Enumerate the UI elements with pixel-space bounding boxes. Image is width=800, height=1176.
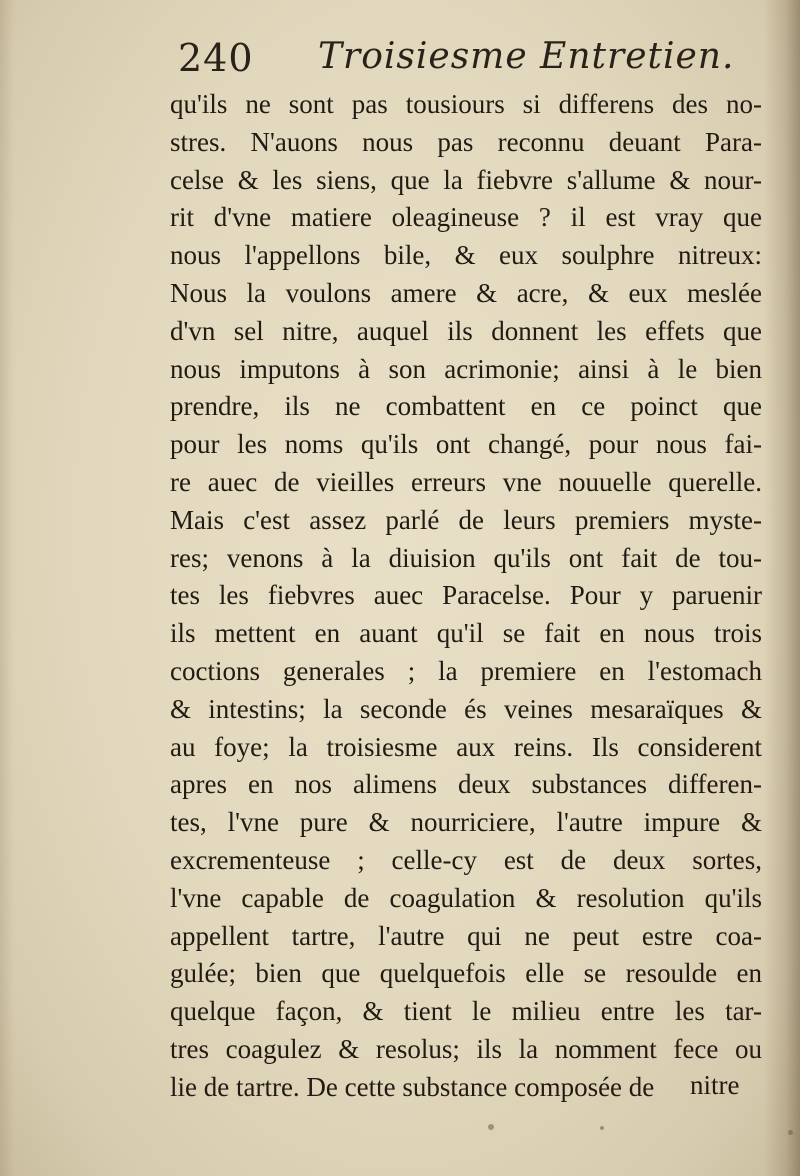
text-line: quelque façon, & tient le milieu entre les tar- — [170, 996, 762, 1027]
text-line: coctions generales ; la premiere en l'estomach — [170, 655, 762, 686]
paper-specks — [0, 1118, 800, 1158]
text-line: rit d'vne matiere oleagineuse ? il est vray que — [170, 202, 762, 233]
text-line: lie de tartre. De cette substance composée de — [170, 1071, 655, 1102]
text-line: pour les noms qu'ils ont changé, pour nous fai- — [170, 429, 762, 460]
text-line: tres coagulez & resolus; ils la nomment fece ou — [170, 1033, 762, 1064]
ink-speck — [600, 1126, 604, 1130]
text-line: appellent tartre, l'autre qui ne peut estre coa- — [170, 920, 762, 951]
text-line: gulée; bien que quelquefois elle se resoulde en — [170, 958, 762, 989]
text-line: celse & les siens, que la fiebvre s'allume & nour- — [170, 164, 762, 195]
text-line: d'vn sel nitre, auquel ils donnent les effets que — [170, 315, 762, 346]
text-line: excrementeuse ; celle-cy est de deux sortes, — [170, 844, 762, 875]
text-line: tes les fiebvres auec Paracelse. Pour y paruenir — [170, 580, 762, 611]
text-line: l'vne capable de coagulation & resolution qu'ils — [170, 882, 762, 913]
text-line: Nous la voulons amere & acre, & eux meslée — [170, 277, 762, 308]
page-number: 240 — [178, 36, 254, 80]
text-line: nous imputons à son acrimonie; ainsi à le bien — [170, 353, 762, 384]
text-line: qu'ils ne sont pas tousiours si differens des no- — [170, 89, 762, 119]
page-header — [178, 30, 738, 90]
text-line: res; venons à la diuision qu'ils ont fait de tou- — [170, 542, 762, 573]
text-line: nous l'appellons bile, & eux soulphre nitreux: — [170, 240, 762, 271]
ink-speck — [488, 1124, 494, 1130]
text-line: ils mettent en auant qu'il se fait en nous trois — [170, 618, 762, 649]
running-title: Troisiesme Entretien. — [318, 36, 735, 77]
text-line: apres en nos alimens deux substances differen- — [170, 769, 762, 800]
catchword: nitre — [690, 1070, 740, 1100]
text-line: tes, l'vne pure & nourriciere, l'autre impure & — [170, 807, 762, 838]
text-line: stres. N'auons nous pas reconnu deuant Para- — [170, 126, 762, 157]
text-line: & intestins; la seconde és veines mesaraïques & — [170, 693, 762, 724]
text-line: prendre, ils ne combattent en ce poinct que — [170, 391, 762, 422]
text-line: au foye; la troisiesme aux reins. Ils considerent — [170, 731, 762, 762]
page-left-edge — [0, 0, 14, 1176]
text-line: Mais c'est assez parlé de leurs premiers myste- — [170, 504, 762, 535]
text-line: re auec de vieilles erreurs vne nouuelle querelle. — [170, 466, 762, 497]
body-text — [170, 86, 770, 1107]
ink-speck — [788, 1130, 793, 1135]
